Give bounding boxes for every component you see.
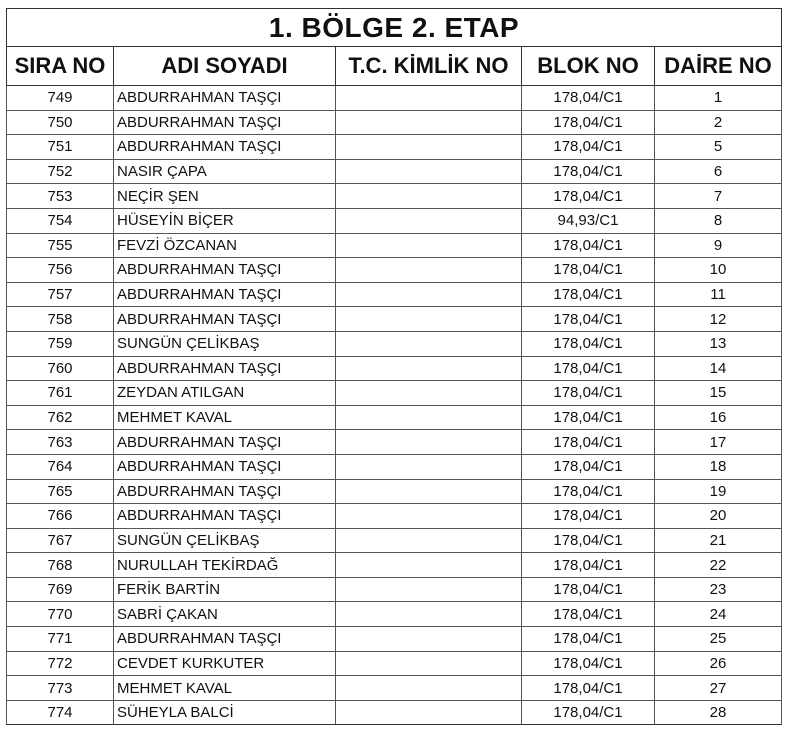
name-cell: ABDURRAHMAN TAŞÇI — [114, 454, 336, 479]
sira-cell: 766 — [7, 504, 114, 529]
blok-cell: 178,04/C1 — [522, 258, 655, 283]
name-cell: NASIR ÇAPA — [114, 159, 336, 184]
name-cell: ABDURRAHMAN TAŞÇI — [114, 86, 336, 111]
table-row — [7, 553, 782, 578]
blok-cell: 178,04/C1 — [522, 553, 655, 578]
daire-cell: 11 — [655, 282, 782, 307]
blok-cell: 178,04/C1 — [522, 135, 655, 160]
daire-cell: 14 — [655, 356, 782, 381]
tc-kimlik-cell — [336, 577, 522, 602]
name-cell: ABDURRAHMAN TAŞÇI — [114, 430, 336, 455]
table-row — [7, 454, 782, 479]
table-row — [7, 602, 782, 627]
header-tc-kimlik-no: T.C. KİMLİK NO — [336, 47, 522, 86]
sira-cell: 749 — [7, 86, 114, 111]
daire-cell: 2 — [655, 110, 782, 135]
name-cell: CEVDET KURKUTER — [114, 651, 336, 676]
blok-cell: 178,04/C1 — [522, 159, 655, 184]
daire-cell: 6 — [655, 159, 782, 184]
blok-cell: 178,04/C1 — [522, 627, 655, 652]
sira-cell: 760 — [7, 356, 114, 381]
blok-cell: 178,04/C1 — [522, 356, 655, 381]
daire-cell: 25 — [655, 627, 782, 652]
blok-cell: 178,04/C1 — [522, 602, 655, 627]
sira-cell: 774 — [7, 700, 114, 725]
tc-kimlik-cell — [336, 233, 522, 258]
daire-cell: 12 — [655, 307, 782, 332]
header-blok-no: BLOK NO — [522, 47, 655, 86]
daire-cell: 15 — [655, 381, 782, 406]
tc-kimlik-cell — [336, 258, 522, 283]
tc-kimlik-cell — [336, 627, 522, 652]
blok-cell: 178,04/C1 — [522, 233, 655, 258]
table-row — [7, 504, 782, 529]
tc-kimlik-cell — [336, 184, 522, 209]
name-cell: ABDURRAHMAN TAŞÇI — [114, 627, 336, 652]
sira-cell: 772 — [7, 651, 114, 676]
document-sheet — [6, 8, 781, 725]
table-row — [7, 233, 782, 258]
blok-cell: 178,04/C1 — [522, 504, 655, 529]
blok-cell: 178,04/C1 — [522, 184, 655, 209]
table-row — [7, 430, 782, 455]
name-cell: HÜSEYİN BİÇER — [114, 208, 336, 233]
blok-cell: 94,93/C1 — [522, 208, 655, 233]
blok-cell: 178,04/C1 — [522, 282, 655, 307]
daire-cell: 9 — [655, 233, 782, 258]
name-cell: ABDURRAHMAN TAŞÇI — [114, 356, 336, 381]
table-row — [7, 577, 782, 602]
table-row — [7, 135, 782, 160]
name-cell: ABDURRAHMAN TAŞÇI — [114, 282, 336, 307]
name-cell: SÜHEYLA BALCİ — [114, 700, 336, 725]
blok-cell: 178,04/C1 — [522, 331, 655, 356]
daire-cell: 26 — [655, 651, 782, 676]
daire-cell: 22 — [655, 553, 782, 578]
blok-cell: 178,04/C1 — [522, 307, 655, 332]
sira-cell: 761 — [7, 381, 114, 406]
name-cell: ZEYDAN ATILGAN — [114, 381, 336, 406]
table-row — [7, 700, 782, 725]
name-cell: NURULLAH TEKİRDAĞ — [114, 553, 336, 578]
tc-kimlik-cell — [336, 86, 522, 111]
sira-cell: 758 — [7, 307, 114, 332]
sira-cell: 767 — [7, 528, 114, 553]
blok-cell: 178,04/C1 — [522, 479, 655, 504]
tc-kimlik-cell — [336, 676, 522, 701]
name-cell: ABDURRAHMAN TAŞÇI — [114, 504, 336, 529]
table-row — [7, 282, 782, 307]
table-row — [7, 208, 782, 233]
header-row — [7, 47, 782, 86]
name-cell: ABDURRAHMAN TAŞÇI — [114, 110, 336, 135]
daire-cell: 20 — [655, 504, 782, 529]
sira-cell: 755 — [7, 233, 114, 258]
tc-kimlik-cell — [336, 405, 522, 430]
table-row — [7, 479, 782, 504]
tc-kimlik-cell — [336, 110, 522, 135]
daire-cell: 23 — [655, 577, 782, 602]
table-row — [7, 405, 782, 430]
table-row — [7, 528, 782, 553]
sira-cell: 771 — [7, 627, 114, 652]
tc-kimlik-cell — [336, 504, 522, 529]
header-daire-no: DAİRE NO — [655, 47, 782, 86]
tc-kimlik-cell — [336, 700, 522, 725]
table-row — [7, 651, 782, 676]
table-row — [7, 356, 782, 381]
sira-cell: 754 — [7, 208, 114, 233]
tc-kimlik-cell — [336, 528, 522, 553]
tc-kimlik-cell — [336, 430, 522, 455]
header-sira-no: SIRA NO — [7, 47, 114, 86]
blok-cell: 178,04/C1 — [522, 700, 655, 725]
tc-kimlik-cell — [336, 135, 522, 160]
table-body — [7, 86, 782, 725]
name-cell: SABRİ ÇAKAN — [114, 602, 336, 627]
header-adi-soyadi: ADI SOYADI — [114, 47, 336, 86]
table-row — [7, 86, 782, 111]
sira-cell: 756 — [7, 258, 114, 283]
sira-cell: 773 — [7, 676, 114, 701]
table-row — [7, 159, 782, 184]
name-cell: MEHMET KAVAL — [114, 676, 336, 701]
sira-cell: 753 — [7, 184, 114, 209]
blok-cell: 178,04/C1 — [522, 454, 655, 479]
name-cell: NEÇİR ŞEN — [114, 184, 336, 209]
table-row — [7, 307, 782, 332]
daire-cell: 5 — [655, 135, 782, 160]
name-cell: MEHMET KAVAL — [114, 405, 336, 430]
sira-cell: 765 — [7, 479, 114, 504]
tc-kimlik-cell — [336, 331, 522, 356]
daire-cell: 13 — [655, 331, 782, 356]
sira-cell: 768 — [7, 553, 114, 578]
daire-cell: 27 — [655, 676, 782, 701]
blok-cell: 178,04/C1 — [522, 651, 655, 676]
blok-cell: 178,04/C1 — [522, 86, 655, 111]
table-row — [7, 627, 782, 652]
tc-kimlik-cell — [336, 159, 522, 184]
daire-cell: 17 — [655, 430, 782, 455]
daire-cell: 28 — [655, 700, 782, 725]
residents-table — [6, 8, 782, 725]
name-cell: FERİK BARTİN — [114, 577, 336, 602]
tc-kimlik-cell — [336, 381, 522, 406]
daire-cell: 24 — [655, 602, 782, 627]
table-row — [7, 676, 782, 701]
name-cell: FEVZİ ÖZCANAN — [114, 233, 336, 258]
daire-cell: 10 — [655, 258, 782, 283]
table-row — [7, 381, 782, 406]
tc-kimlik-cell — [336, 307, 522, 332]
table-row — [7, 110, 782, 135]
daire-cell: 16 — [655, 405, 782, 430]
table-row — [7, 258, 782, 283]
tc-kimlik-cell — [336, 454, 522, 479]
daire-cell: 1 — [655, 86, 782, 111]
name-cell: SUNGÜN ÇELİKBAŞ — [114, 528, 336, 553]
daire-cell: 21 — [655, 528, 782, 553]
blok-cell: 178,04/C1 — [522, 381, 655, 406]
tc-kimlik-cell — [336, 479, 522, 504]
daire-cell: 19 — [655, 479, 782, 504]
tc-kimlik-cell — [336, 651, 522, 676]
tc-kimlik-cell — [336, 356, 522, 381]
name-cell: SUNGÜN ÇELİKBAŞ — [114, 331, 336, 356]
blok-cell: 178,04/C1 — [522, 676, 655, 701]
blok-cell: 178,04/C1 — [522, 430, 655, 455]
sira-cell: 757 — [7, 282, 114, 307]
table-row — [7, 331, 782, 356]
blok-cell: 178,04/C1 — [522, 405, 655, 430]
tc-kimlik-cell — [336, 208, 522, 233]
title-row — [7, 9, 782, 47]
tc-kimlik-cell — [336, 602, 522, 627]
blok-cell: 178,04/C1 — [522, 110, 655, 135]
daire-cell: 18 — [655, 454, 782, 479]
table-row — [7, 184, 782, 209]
blok-cell: 178,04/C1 — [522, 577, 655, 602]
sira-cell: 751 — [7, 135, 114, 160]
sira-cell: 750 — [7, 110, 114, 135]
sira-cell: 759 — [7, 331, 114, 356]
sira-cell: 752 — [7, 159, 114, 184]
tc-kimlik-cell — [336, 553, 522, 578]
sira-cell: 763 — [7, 430, 114, 455]
sira-cell: 762 — [7, 405, 114, 430]
page-title: 1. BÖLGE 2. ETAP — [7, 9, 782, 47]
tc-kimlik-cell — [336, 282, 522, 307]
sira-cell: 770 — [7, 602, 114, 627]
daire-cell: 7 — [655, 184, 782, 209]
blok-cell: 178,04/C1 — [522, 528, 655, 553]
name-cell: ABDURRAHMAN TAŞÇI — [114, 307, 336, 332]
name-cell: ABDURRAHMAN TAŞÇI — [114, 135, 336, 160]
sira-cell: 764 — [7, 454, 114, 479]
name-cell: ABDURRAHMAN TAŞÇI — [114, 258, 336, 283]
sira-cell: 769 — [7, 577, 114, 602]
daire-cell: 8 — [655, 208, 782, 233]
name-cell: ABDURRAHMAN TAŞÇI — [114, 479, 336, 504]
